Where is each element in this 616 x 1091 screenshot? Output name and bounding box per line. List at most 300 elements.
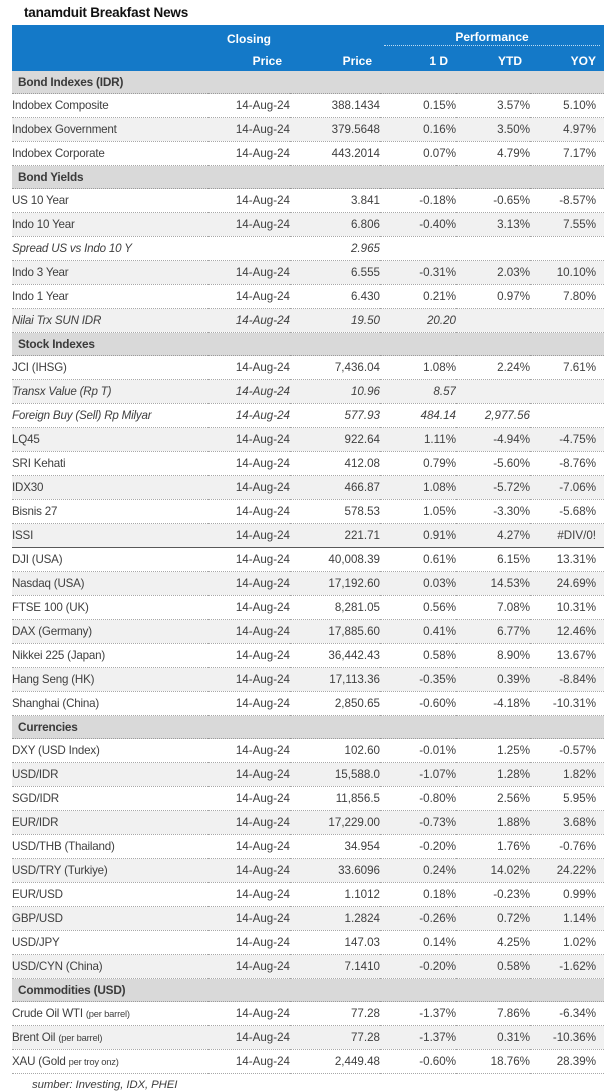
row-price: 15,588.0: [290, 763, 380, 787]
table-row[interactable]: [12, 1050, 604, 1074]
row-price: 466.87: [290, 476, 380, 500]
row-label: [12, 787, 208, 811]
row-price: 7.1410: [290, 955, 380, 979]
row-date: 14-Aug-24: [208, 476, 290, 500]
header-blank-cell-2: [290, 25, 380, 46]
row-label-text: EUR/USD: [12, 888, 63, 902]
table-row[interactable]: [12, 763, 604, 787]
row-label-text: XAU (Gold: [12, 1055, 69, 1069]
row-label-text: ISSI: [12, 529, 34, 543]
row-label: [12, 668, 208, 692]
row-label: [12, 620, 208, 644]
row-change-yoy: -7.06%: [530, 476, 604, 500]
row-change-1d: -0.60%: [380, 1050, 456, 1074]
row-label-text: Crude Oil WTI: [12, 1007, 86, 1021]
row-date: 14-Aug-24: [208, 94, 290, 118]
table-row[interactable]: [12, 596, 604, 620]
row-change-1d: -0.31%: [380, 261, 456, 285]
row-change-1d: 0.16%: [380, 118, 456, 142]
row-price: 147.03: [290, 931, 380, 955]
row-label: [12, 883, 208, 907]
table-row[interactable]: [12, 380, 604, 404]
row-change-1d: 0.03%: [380, 572, 456, 596]
row-label-text: Indobex Composite: [12, 99, 109, 113]
row-label-text: DJI (USA): [12, 553, 63, 567]
row-change-yoy: -0.76%: [530, 835, 604, 859]
row-date: 14-Aug-24: [208, 644, 290, 668]
table-row[interactable]: [12, 1026, 604, 1050]
row-label-text: Indobex Corporate: [12, 147, 105, 161]
row-label-text: IDX30: [12, 481, 44, 495]
row-date: 14-Aug-24: [208, 620, 290, 644]
row-price: 11,856.5: [290, 787, 380, 811]
page-title: tanamduit Breakfast News: [24, 5, 189, 20]
header-group-closing: Closing: [208, 25, 290, 46]
row-date: 14-Aug-24: [208, 739, 290, 763]
table-row[interactable]: [12, 620, 604, 644]
row-change-1d: 0.41%: [380, 620, 456, 644]
row-change-yoy: -1.62%: [530, 955, 604, 979]
row-change-yoy: 10.31%: [530, 596, 604, 620]
row-change-yoy: -5.68%: [530, 500, 604, 524]
row-price: 2,850.65: [290, 692, 380, 716]
row-price: 221.71: [290, 524, 380, 548]
row-change-ytd: 2.03%: [456, 261, 530, 285]
header-group-performance: [380, 25, 604, 46]
row-change-ytd: 18.76%: [456, 1050, 530, 1074]
row-change-ytd: 4.25%: [456, 931, 530, 955]
row-price: 6.555: [290, 261, 380, 285]
row-price: 17,113.36: [290, 668, 380, 692]
row-price: 1.2824: [290, 907, 380, 931]
row-date: 14-Aug-24: [208, 500, 290, 524]
table-row[interactable]: [12, 692, 604, 716]
row-change-ytd: -0.65%: [456, 189, 530, 213]
row-change-ytd: 0.39%: [456, 668, 530, 692]
row-label: [12, 213, 208, 237]
row-date: 14-Aug-24: [208, 763, 290, 787]
row-change-yoy: 5.95%: [530, 787, 604, 811]
row-label: [12, 835, 208, 859]
header-col-yoy[interactable]: YOY: [530, 46, 604, 71]
row-price: 17,885.60: [290, 620, 380, 644]
row-change-ytd: 0.97%: [456, 285, 530, 309]
row-label: [12, 452, 208, 476]
row-change-1d: -1.37%: [380, 1026, 456, 1050]
row-date: 14-Aug-24: [208, 548, 290, 572]
table-row[interactable]: [12, 476, 604, 500]
row-price: 6.806: [290, 213, 380, 237]
row-change-yoy: -8.76%: [530, 452, 604, 476]
row-change-ytd: [456, 380, 530, 404]
row-change-ytd: [456, 237, 530, 261]
row-price: 2.965: [290, 237, 380, 261]
table-row[interactable]: [12, 548, 604, 572]
row-label-text: SRI Kehati: [12, 457, 66, 471]
row-date: 14-Aug-24: [208, 142, 290, 166]
table-row[interactable]: [12, 237, 604, 261]
row-date: 14-Aug-24: [208, 452, 290, 476]
row-price: 8,281.05: [290, 596, 380, 620]
row-label-text: USD/TRY (Turkiye): [12, 864, 108, 878]
header-column-row: [12, 46, 604, 71]
row-change-ytd: 6.15%: [456, 548, 530, 572]
row-change-yoy: 3.68%: [530, 811, 604, 835]
table-row[interactable]: [12, 859, 604, 883]
table-row[interactable]: [12, 835, 604, 859]
row-date: [208, 237, 290, 261]
row-change-yoy: #DIV/0!: [530, 524, 604, 548]
row-change-yoy: 12.46%: [530, 620, 604, 644]
row-change-1d: 0.24%: [380, 859, 456, 883]
row-label: [12, 644, 208, 668]
row-label: [12, 404, 208, 428]
header-col-date[interactable]: Price: [208, 46, 290, 71]
row-change-ytd: 4.79%: [456, 142, 530, 166]
row-date: 14-Aug-24: [208, 835, 290, 859]
row-label: [12, 118, 208, 142]
row-date: 14-Aug-24: [208, 213, 290, 237]
row-date: 14-Aug-24: [208, 859, 290, 883]
source-note: sumber: Investing, IDX, PHEI: [32, 1079, 178, 1091]
row-date: 14-Aug-24: [208, 668, 290, 692]
row-label: [12, 692, 208, 716]
row-change-1d: 1.05%: [380, 500, 456, 524]
section-header-row: [12, 333, 604, 356]
row-price: 3.841: [290, 189, 380, 213]
table-row[interactable]: [12, 452, 604, 476]
row-price: 388.1434: [290, 94, 380, 118]
row-change-ytd: 3.13%: [456, 213, 530, 237]
row-change-ytd: -3.30%: [456, 500, 530, 524]
table-row[interactable]: [12, 213, 604, 237]
table-row[interactable]: [12, 189, 604, 213]
row-change-1d: -1.37%: [380, 1002, 456, 1026]
row-price: 922.64: [290, 428, 380, 452]
row-label-text: Nasdaq (USA): [12, 577, 85, 591]
row-label: [12, 596, 208, 620]
row-price: 17,192.60: [290, 572, 380, 596]
row-change-1d: 0.79%: [380, 452, 456, 476]
row-change-1d: -0.26%: [380, 907, 456, 931]
row-change-1d: -0.60%: [380, 692, 456, 716]
row-change-yoy: -10.36%: [530, 1026, 604, 1050]
row-label-text: USD/THB (Thailand): [12, 840, 115, 854]
row-date: 14-Aug-24: [208, 1002, 290, 1026]
row-label: [12, 428, 208, 452]
table-row[interactable]: [12, 931, 604, 955]
header-blank-cell: [12, 25, 208, 46]
row-label-text: Bisnis 27: [12, 505, 58, 519]
row-change-ytd: 0.31%: [456, 1026, 530, 1050]
row-label: [12, 285, 208, 309]
header-col-1d[interactable]: 1 D: [380, 46, 456, 71]
row-price: 77.28: [290, 1002, 380, 1026]
row-label-unit: (per barrel): [85, 1008, 130, 1020]
row-label-text: DAX (Germany): [12, 625, 92, 639]
row-date: 14-Aug-24: [208, 692, 290, 716]
row-change-1d: 0.58%: [380, 644, 456, 668]
table-row[interactable]: [12, 644, 604, 668]
row-change-ytd: -5.60%: [456, 452, 530, 476]
row-date: 14-Aug-24: [208, 1026, 290, 1050]
row-change-ytd: [456, 309, 530, 333]
row-change-yoy: 7.17%: [530, 142, 604, 166]
row-label-text: LQ45: [12, 433, 40, 447]
table-row[interactable]: [12, 572, 604, 596]
table-row[interactable]: [12, 524, 604, 548]
row-date: 14-Aug-24: [208, 404, 290, 428]
row-change-yoy: 24.69%: [530, 572, 604, 596]
row-label: [12, 739, 208, 763]
row-change-ytd: 0.72%: [456, 907, 530, 931]
row-label-text: Nilai Trx SUN IDR: [12, 314, 102, 328]
row-label: [12, 1050, 208, 1074]
table-row[interactable]: [12, 118, 604, 142]
row-change-yoy: 0.99%: [530, 883, 604, 907]
row-change-1d: -0.18%: [380, 189, 456, 213]
row-date: 14-Aug-24: [208, 572, 290, 596]
row-price: 10.96: [290, 380, 380, 404]
row-label: [12, 1002, 208, 1026]
row-change-yoy: 7.80%: [530, 285, 604, 309]
row-change-yoy: 7.61%: [530, 356, 604, 380]
row-date: 14-Aug-24: [208, 309, 290, 333]
row-label-text: USD/CYN (China): [12, 960, 103, 974]
row-date: 14-Aug-24: [208, 356, 290, 380]
row-change-1d: 1.11%: [380, 428, 456, 452]
row-change-1d: 0.18%: [380, 883, 456, 907]
row-price: 17,229.00: [290, 811, 380, 835]
row-change-ytd: 0.58%: [456, 955, 530, 979]
row-label-text: US 10 Year: [12, 194, 69, 208]
row-change-ytd: 2,977.56: [456, 404, 530, 428]
row-change-ytd: 3.57%: [456, 94, 530, 118]
row-change-ytd: 1.88%: [456, 811, 530, 835]
row-change-1d: -0.80%: [380, 787, 456, 811]
row-change-yoy: 24.22%: [530, 859, 604, 883]
row-change-yoy: [530, 380, 604, 404]
table-row[interactable]: [12, 883, 604, 907]
row-label-text: Transx Value (Rp T): [12, 385, 112, 399]
row-price: 6.430: [290, 285, 380, 309]
section-header-row: [12, 71, 604, 94]
row-change-ytd: -4.94%: [456, 428, 530, 452]
row-label-text: Indo 10 Year: [12, 218, 75, 232]
row-change-ytd: 1.28%: [456, 763, 530, 787]
table-row[interactable]: [12, 94, 604, 118]
header-group-row: [12, 25, 604, 46]
row-change-yoy: -0.57%: [530, 739, 604, 763]
row-price: 1.1012: [290, 883, 380, 907]
row-change-ytd: -0.23%: [456, 883, 530, 907]
row-price: 578.53: [290, 500, 380, 524]
row-date: 14-Aug-24: [208, 380, 290, 404]
row-date: 14-Aug-24: [208, 883, 290, 907]
row-label: [12, 309, 208, 333]
row-price: 40,008.39: [290, 548, 380, 572]
section-header-label: Commodities (USD): [12, 979, 604, 1002]
table-row[interactable]: [12, 787, 604, 811]
row-label: [12, 189, 208, 213]
row-date: 14-Aug-24: [208, 428, 290, 452]
row-change-yoy: [530, 237, 604, 261]
section-header-label: Bond Indexes (IDR): [12, 71, 604, 94]
row-price: 36,442.43: [290, 644, 380, 668]
table-body: [12, 71, 604, 1074]
row-change-1d: [380, 237, 456, 261]
row-label: [12, 1026, 208, 1050]
row-label-text: Nikkei 225 (Japan): [12, 649, 106, 663]
header-col-ytd[interactable]: YTD: [456, 46, 530, 71]
row-price: 19.50: [290, 309, 380, 333]
table-row[interactable]: [12, 428, 604, 452]
row-label: [12, 524, 208, 548]
row-change-1d: -0.01%: [380, 739, 456, 763]
row-date: 14-Aug-24: [208, 118, 290, 142]
row-change-yoy: 13.67%: [530, 644, 604, 668]
row-label-text: FTSE 100 (UK): [12, 601, 89, 615]
row-label: [12, 476, 208, 500]
row-change-ytd: 7.86%: [456, 1002, 530, 1026]
row-change-yoy: -8.84%: [530, 668, 604, 692]
row-change-1d: 0.61%: [380, 548, 456, 572]
row-date: 14-Aug-24: [208, 811, 290, 835]
row-change-1d: 20.20: [380, 309, 456, 333]
row-label-text: SGD/IDR: [12, 792, 59, 806]
row-label: [12, 356, 208, 380]
row-label: [12, 907, 208, 931]
table-header: [12, 25, 604, 71]
row-change-yoy: 1.14%: [530, 907, 604, 931]
section-header-row: [12, 716, 604, 739]
row-label: [12, 380, 208, 404]
table-row[interactable]: [12, 739, 604, 763]
row-change-ytd: 3.50%: [456, 118, 530, 142]
row-label-unit: (per barrel): [58, 1032, 103, 1044]
row-price: 102.60: [290, 739, 380, 763]
header-label-column: [12, 46, 208, 71]
row-label-unit: per troy onz): [68, 1056, 119, 1068]
table-row[interactable]: [12, 1002, 604, 1026]
row-change-ytd: 1.76%: [456, 835, 530, 859]
row-label: [12, 572, 208, 596]
row-change-yoy: 13.31%: [530, 548, 604, 572]
row-change-ytd: 1.25%: [456, 739, 530, 763]
section-header-label: Stock Indexes: [12, 333, 604, 356]
row-change-1d: 0.91%: [380, 524, 456, 548]
table-row[interactable]: [12, 309, 604, 333]
table-row[interactable]: [12, 955, 604, 979]
table-row[interactable]: [12, 811, 604, 835]
row-change-1d: -0.20%: [380, 955, 456, 979]
row-price: 379.5648: [290, 118, 380, 142]
table-row[interactable]: [12, 261, 604, 285]
table-row[interactable]: [12, 500, 604, 524]
row-change-yoy: 1.02%: [530, 931, 604, 955]
row-label: [12, 237, 208, 261]
row-label-text: USD/IDR: [12, 768, 59, 782]
row-change-yoy: -8.57%: [530, 189, 604, 213]
row-price: 77.28: [290, 1026, 380, 1050]
row-price: 2,449.48: [290, 1050, 380, 1074]
table-row[interactable]: [12, 142, 604, 166]
table-row[interactable]: [12, 285, 604, 309]
row-change-yoy: 7.55%: [530, 213, 604, 237]
section-header-row: [12, 166, 604, 189]
row-change-1d: -0.20%: [380, 835, 456, 859]
row-change-1d: -0.73%: [380, 811, 456, 835]
row-change-1d: 8.57: [380, 380, 456, 404]
row-label-text: Foreign Buy (Sell) Rp Milyar: [12, 409, 152, 423]
table-row[interactable]: [12, 356, 604, 380]
section-header-label: Currencies: [12, 716, 604, 739]
row-price: 33.6096: [290, 859, 380, 883]
row-change-ytd: 8.90%: [456, 644, 530, 668]
row-date: 14-Aug-24: [208, 1050, 290, 1074]
row-change-yoy: -4.75%: [530, 428, 604, 452]
row-change-ytd: 2.24%: [456, 356, 530, 380]
row-date: 14-Aug-24: [208, 931, 290, 955]
table-row[interactable]: [12, 404, 604, 428]
row-label-text: Shanghai (China): [12, 697, 100, 711]
row-label: [12, 763, 208, 787]
row-label-text: USD/JPY: [12, 936, 60, 950]
row-label-text: EUR/IDR: [12, 816, 59, 830]
row-label-text: Hang Seng (HK): [12, 673, 95, 687]
row-date: 14-Aug-24: [208, 787, 290, 811]
row-label: [12, 955, 208, 979]
row-label-text: Brent Oil: [12, 1031, 59, 1045]
row-label: [12, 142, 208, 166]
row-change-yoy: -6.34%: [530, 1002, 604, 1026]
row-change-yoy: 28.39%: [530, 1050, 604, 1074]
row-label: [12, 931, 208, 955]
row-label-text: JCI (IHSG): [12, 361, 67, 375]
row-date: 14-Aug-24: [208, 261, 290, 285]
row-label-text: Indobex Government: [12, 123, 117, 137]
row-change-1d: 1.08%: [380, 476, 456, 500]
header-col-price[interactable]: Price: [290, 46, 380, 71]
row-change-yoy: 1.82%: [530, 763, 604, 787]
row-label: [12, 261, 208, 285]
row-label: [12, 859, 208, 883]
row-change-ytd: -5.72%: [456, 476, 530, 500]
row-label-text: Indo 1 Year: [12, 290, 69, 304]
row-date: 14-Aug-24: [208, 596, 290, 620]
row-change-1d: 484.14: [380, 404, 456, 428]
row-change-ytd: 7.08%: [456, 596, 530, 620]
table-row[interactable]: [12, 907, 604, 931]
row-label-text: Spread US vs Indo 10 Y: [12, 242, 132, 256]
row-change-yoy: 5.10%: [530, 94, 604, 118]
row-change-yoy: 4.97%: [530, 118, 604, 142]
row-label-text: GBP/USD: [12, 912, 63, 926]
row-change-1d: 0.21%: [380, 285, 456, 309]
row-change-ytd: 2.56%: [456, 787, 530, 811]
row-change-1d: -0.40%: [380, 213, 456, 237]
section-header-label: Bond Yields: [12, 166, 604, 189]
row-change-1d: 1.08%: [380, 356, 456, 380]
row-date: 14-Aug-24: [208, 524, 290, 548]
row-price: 34.954: [290, 835, 380, 859]
table-row[interactable]: [12, 668, 604, 692]
row-label: [12, 500, 208, 524]
row-change-yoy: [530, 309, 604, 333]
market-data-table: [12, 25, 604, 1074]
row-change-1d: 0.14%: [380, 931, 456, 955]
row-label-text: DXY (USD Index): [12, 744, 100, 758]
